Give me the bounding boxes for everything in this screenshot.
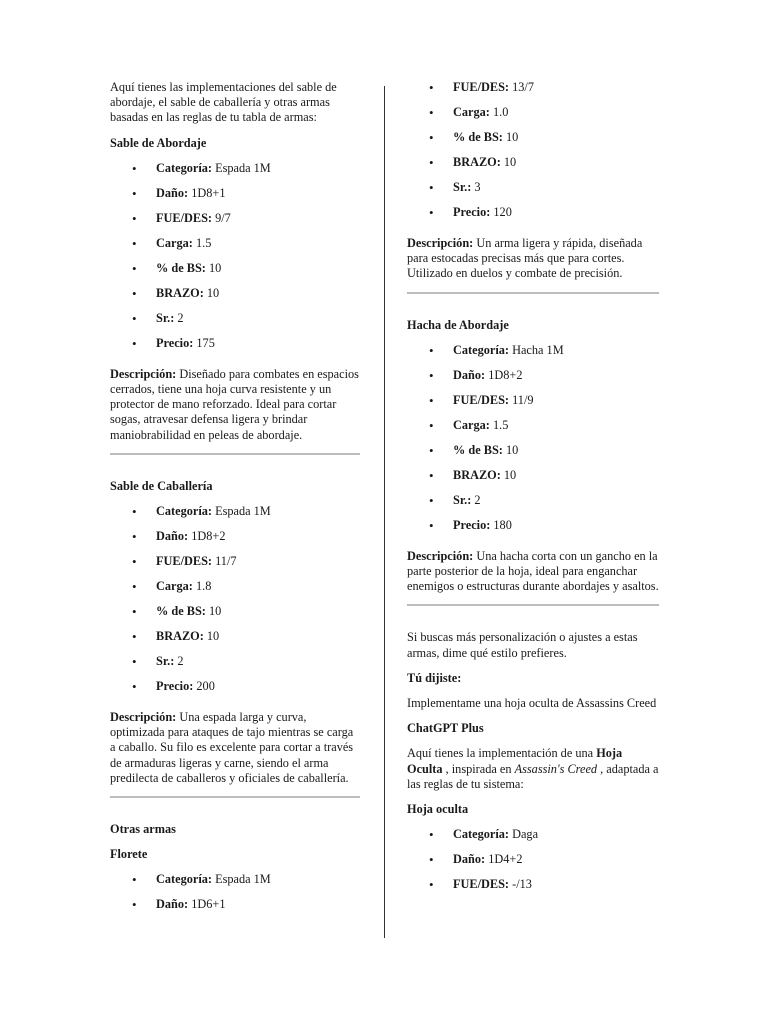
user-label: Tú dijiste: — [407, 670, 462, 685]
stats-list-sable-caballeria — [110, 504, 360, 704]
stat-fuedes: • FUE/DES: -/13 — [407, 877, 659, 902]
section-title-hacha-abordaje: Hacha de Abordaje — [407, 317, 509, 332]
section-title-sable-caballeria: Sable de Caballería — [110, 478, 213, 493]
stat-precio: • Precio: 180 — [407, 518, 659, 543]
stat-brazo: • BRAZO: 10 — [407, 155, 659, 180]
stat-precio: • Precio: 200 — [110, 679, 360, 704]
stats-list-florete-part1 — [110, 872, 360, 922]
section-divider — [407, 292, 659, 294]
stat-categoria: • Categoría: Daga — [407, 827, 659, 852]
stat-sr: • Sr.: 2 — [407, 493, 659, 518]
section-title-sable-abordaje: Sable de Abordaje — [110, 135, 207, 150]
stat-bs: • % de BS: 10 — [407, 130, 659, 155]
stat-fuedes: • FUE/DES: 9/7 — [110, 211, 360, 236]
stat-precio: • Precio: 175 — [110, 336, 360, 361]
stat-brazo: • BRAZO: 10 — [407, 468, 659, 493]
description-sable-caballeria: Descripción: Una espada larga y curva, optimizada para ataques de tajo mientras se carga a caballo. Su filo es excelente para cortar a través de armaduras ligeras y carne, siendo el arma predilecta de caballeros y oficiales de caballería. — [110, 710, 354, 785]
stat-precio: • Precio: 120 — [407, 205, 659, 230]
stat-categoria: • Categoría: Espada 1M — [110, 504, 360, 529]
section-title-otras-armas: Otras armas — [110, 822, 176, 837]
outro-paragraph: Si buscas más personalización o ajustes a estas armas, dime qué estilo prefieres. — [407, 630, 638, 660]
stat-sr: • Sr.: 2 — [110, 654, 360, 679]
description-florete: Descripción: Un arma ligera y rápida, diseñada para estocadas precisas más que para cortes. Utilizado en duelos y combate de precisión. — [407, 236, 643, 281]
stat-bs: • % de BS: 10 — [110, 604, 360, 629]
stat-bs: • % de BS: 10 — [407, 443, 659, 468]
stats-list-hacha-abordaje — [407, 343, 659, 543]
stat-bs: • % de BS: 10 — [110, 261, 360, 286]
stat-dano: • Daño: 1D6+1 — [110, 897, 360, 922]
stat-categoria: • Categoría: Hacha 1M — [407, 343, 659, 368]
section-divider — [110, 453, 360, 455]
stats-list-hoja-oculta — [407, 827, 659, 902]
stats-list-sable-abordaje — [110, 161, 360, 361]
reply-paragraph: Aquí tienes la implementación de una Hoja Oculta , inspirada en Assassin's Creed , adaptada a las reglas de tu sistema: — [407, 746, 659, 791]
stat-sr: • Sr.: 2 — [110, 311, 360, 336]
stat-carga: • Carga: 1.5 — [407, 418, 659, 443]
section-title-florete: Florete — [110, 847, 148, 862]
assistant-label: ChatGPT Plus — [407, 721, 484, 736]
stat-dano: • Daño: 1D8+1 — [110, 186, 360, 211]
section-title-hoja-oculta: Hoja oculta — [407, 802, 469, 817]
stat-carga: • Carga: 1.0 — [407, 105, 659, 130]
stat-sr: • Sr.: 3 — [407, 180, 659, 205]
stat-carga: • Carga: 1.8 — [110, 579, 360, 604]
description-sable-abordaje: Descripción: Diseñado para combates en espacios cerrados, tiene una hoja curva resistente y un protector de mano reforzado. Ideal para cortar sogas, atravesar defensa ligera y brindar maniobrabilidad en peleas de abordaje. — [110, 366, 359, 442]
stat-fuedes: • FUE/DES: 13/7 — [407, 80, 659, 105]
intro-paragraph: Aquí tienes las implementaciones del sable de abordaje, el sable de caballería y otras armas basadas en las reglas de tu tabla de armas: — [110, 80, 337, 125]
stat-fuedes: • FUE/DES: 11/7 — [110, 554, 360, 579]
left-column — [110, 80, 360, 928]
stat-dano: • Daño: 1D4+2 — [407, 852, 659, 877]
stat-dano: • Daño: 1D8+2 — [407, 368, 659, 393]
column-divider — [384, 86, 385, 938]
stat-categoria: • Categoría: Espada 1M — [110, 872, 360, 897]
stat-fuedes: • FUE/DES: 11/9 — [407, 393, 659, 418]
user-message: Implementame una hoja oculta de Assassins Creed — [407, 696, 657, 711]
stat-carga: • Carga: 1.5 — [110, 236, 360, 261]
stat-brazo: • BRAZO: 10 — [110, 286, 360, 311]
section-divider — [110, 796, 360, 798]
stat-dano: • Daño: 1D8+2 — [110, 529, 360, 554]
right-column — [407, 80, 659, 908]
section-divider — [407, 604, 659, 606]
stats-list-florete-part2 — [407, 80, 659, 230]
stat-categoria: • Categoría: Espada 1M — [110, 161, 360, 186]
stat-brazo: • BRAZO: 10 — [110, 629, 360, 654]
description-hacha-abordaje: Descripción: Una hacha corta con un gancho en la parte posterior de la hoja, ideal para enganchar enemigos o estructuras durante abordajes y asaltos. — [407, 548, 659, 594]
